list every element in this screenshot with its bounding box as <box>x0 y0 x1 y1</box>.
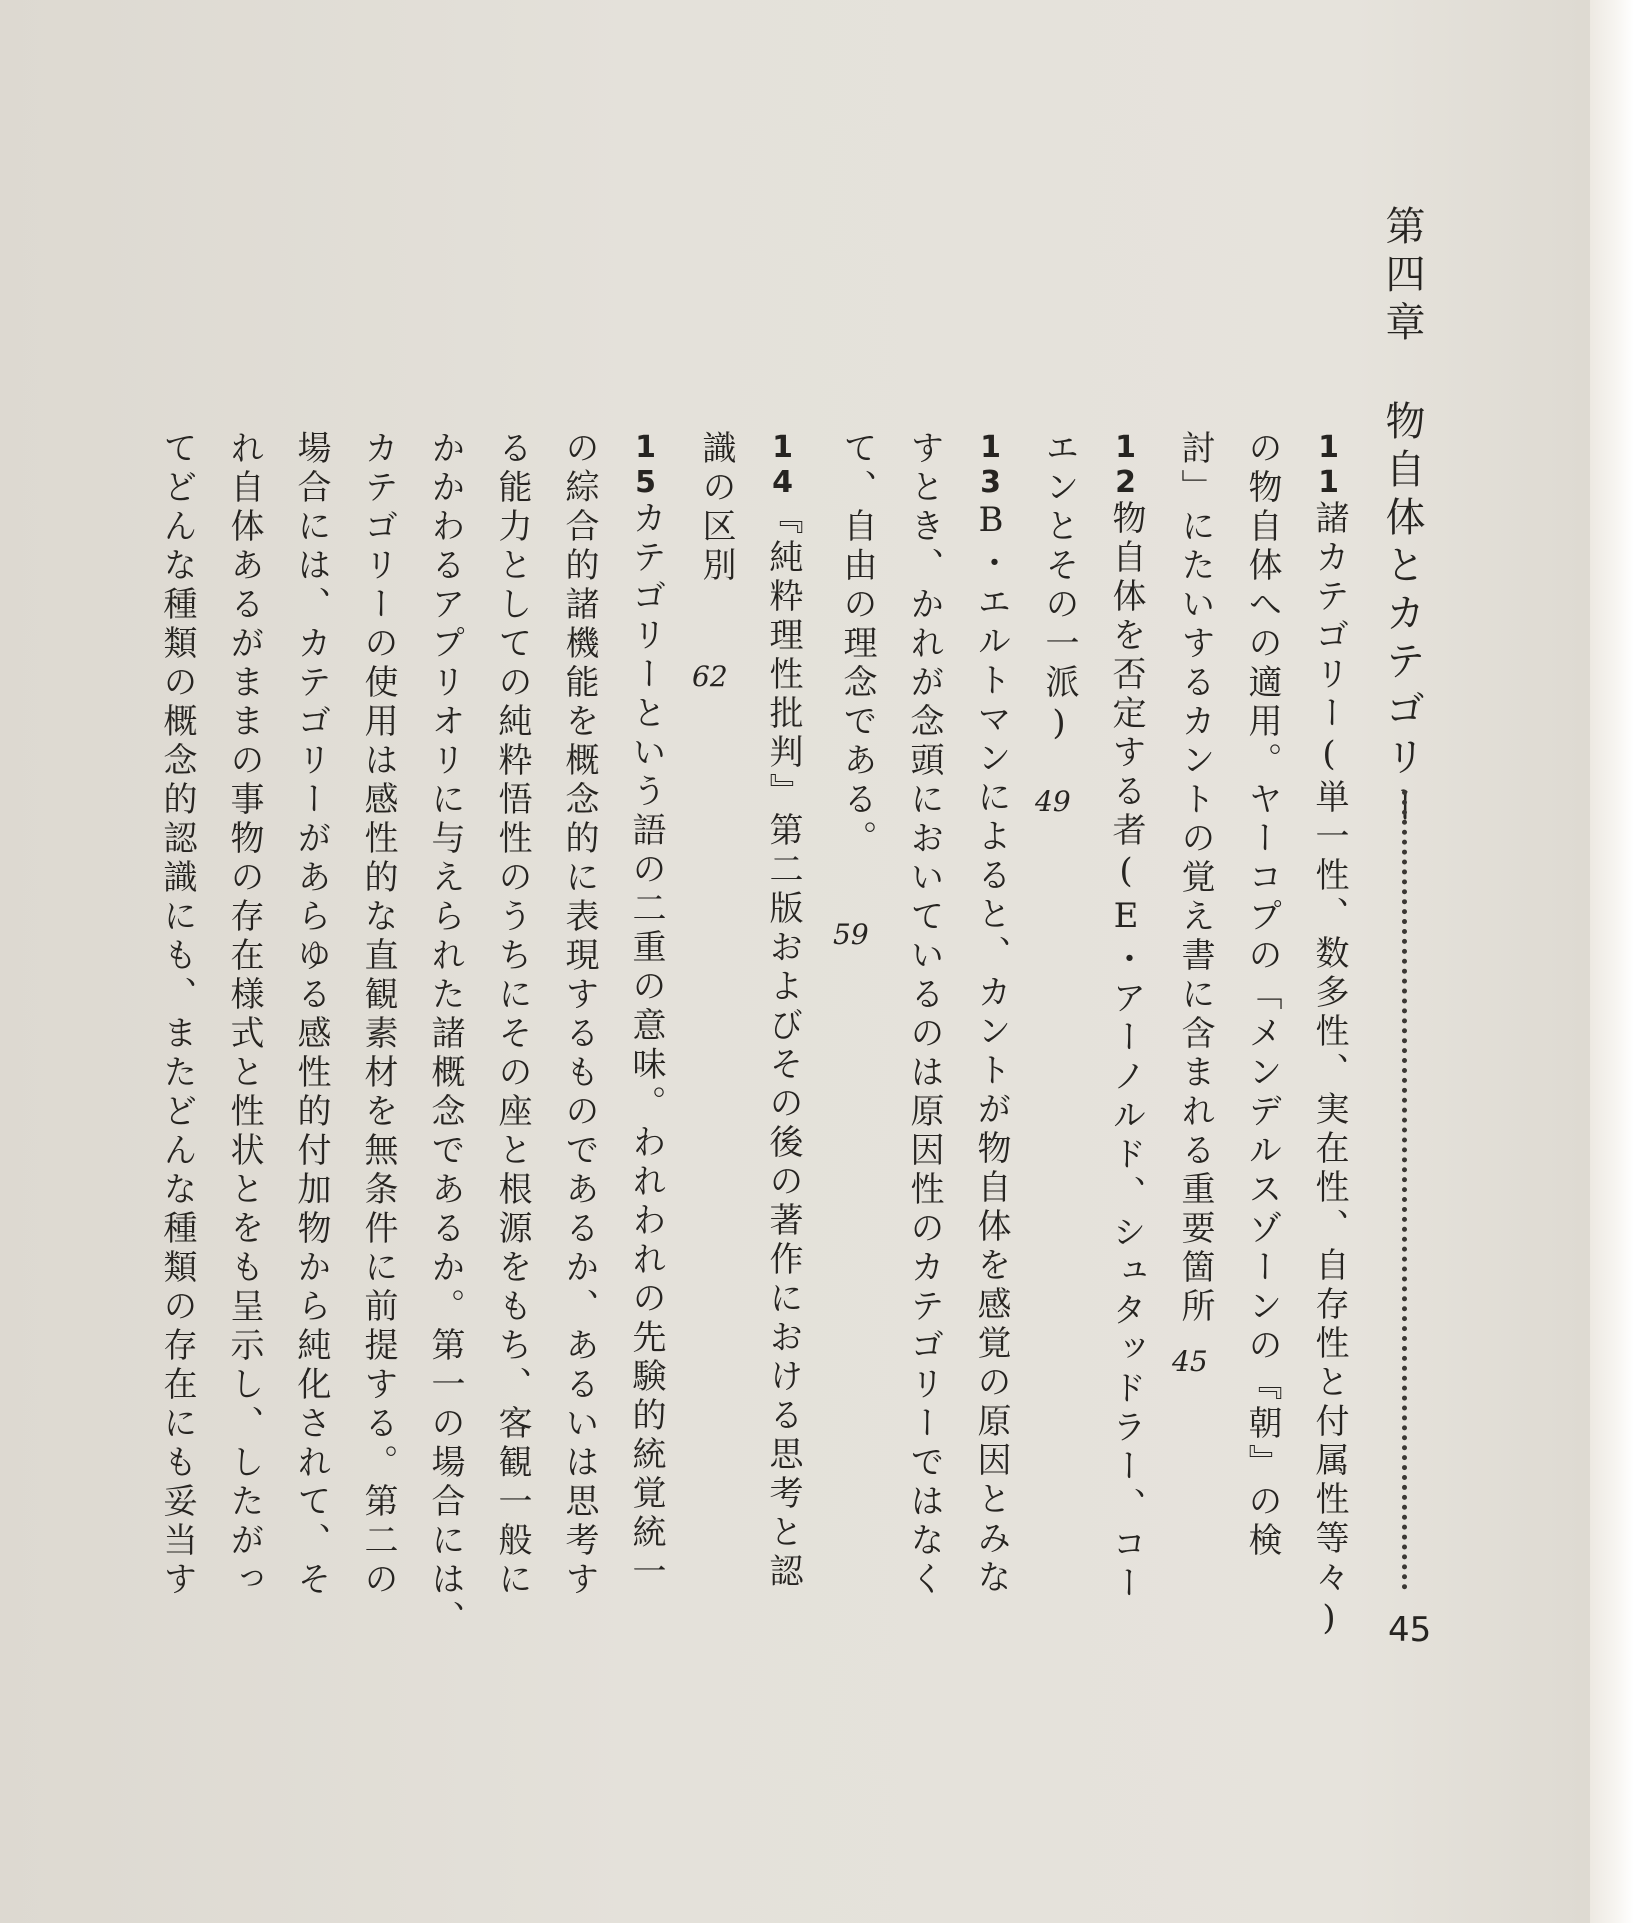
section-11-line-1: 諸カテゴリー(単一性、数多性、実在性、自存性と付属性等々) <box>1309 500 1349 1643</box>
section-15-line-7: れ自体あるがままの事物の存在様式と性状とをも呈示し、したがっ <box>224 430 264 1600</box>
page-edge <box>1590 0 1634 1923</box>
section-12-line-2: エンとその一派) <box>1039 430 1079 748</box>
section-15-line-4: かかわるアプリオリに与えられた諸概念であるか。第一の場合には、 <box>425 430 465 1639</box>
section-11-line-2: の物自体への適用。ヤーコプの「メンデルスゾーンの『朝』の検 <box>1242 430 1282 1561</box>
section-15-line-5: カテゴリーの使用は感性的な直観素材を無条件に前提する。第二の <box>358 430 398 1600</box>
section-13-line-1: B・エルトマンによると、カントが物自体を感覚の原因とみな <box>971 500 1011 1598</box>
section-15-line-2: の綜合的諸機能を概念的に表現するものであるか、あるいは思考す <box>559 430 599 1600</box>
section-15-line-8: てどんな種類の概念的認識にも、またどんな種類の存在にも妥当す <box>157 430 197 1600</box>
section-13-line-2: すとき、かれが念頭においているのは原因性のカテゴリーではなく <box>904 430 944 1600</box>
section-12-number: 12 <box>1108 430 1143 500</box>
section-14-line-2: 識の区別 <box>696 430 736 586</box>
section-15-number: 15 <box>628 430 663 500</box>
section-14-line-1: 『純粋理性批判』第二版およびその後の著作における思考と認 <box>763 500 803 1592</box>
section-15-line-6: 場合には、カテゴリーがあらゆる感性的付加物から純化されて、そ <box>291 430 331 1600</box>
section-15-line-1: カテゴリーという語の二重の意味。われわれの先験的統覚統一 <box>626 500 666 1592</box>
leader-dots <box>1402 790 1407 1590</box>
section-15-line-3: る能力としての純粋悟性のうちにその座と根源をもち、客観一般に <box>492 430 532 1600</box>
section-13-page: 59 <box>833 918 869 951</box>
section-11-number: 11 <box>1311 430 1346 500</box>
section-14-number: 14 <box>765 430 800 500</box>
section-11-line-3: 討」にたいするカントの覚え書に含まれる重要箇所 <box>1175 430 1215 1327</box>
section-13-line-3: て、自由の理念である。 <box>837 430 877 859</box>
chapter-title: 物自体とカテゴリー <box>1379 400 1425 832</box>
section-12-page: 49 <box>1035 785 1071 818</box>
section-13-number: 13 <box>973 430 1008 500</box>
section-14-page: 62 <box>692 660 728 693</box>
chapter-label: 第四章 <box>1379 205 1425 349</box>
chapter-page-number: 45 <box>1388 1610 1432 1650</box>
section-11-page: 45 <box>1172 1345 1208 1378</box>
section-12-line-1: 物自体を否定する者(E・アーノルド、シュタッドラー、コー <box>1106 500 1146 1604</box>
